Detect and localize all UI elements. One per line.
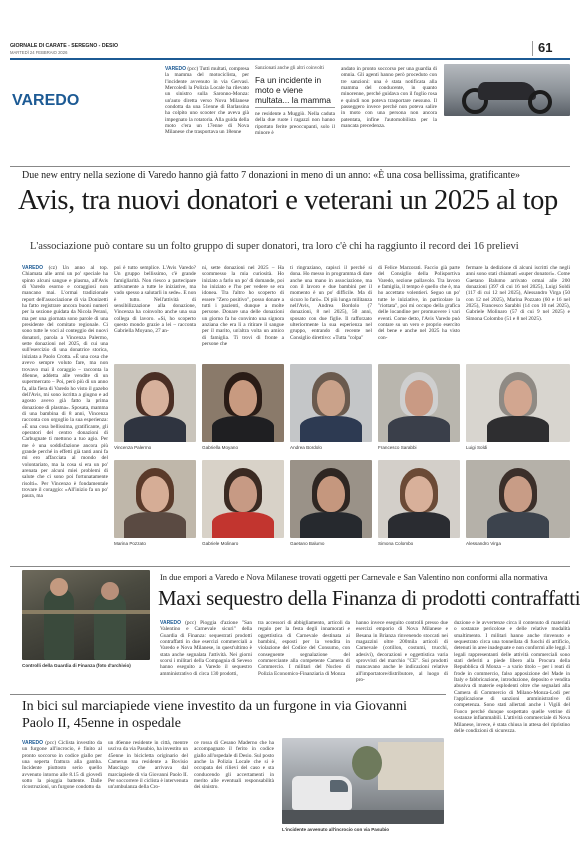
lead-col6: fermare la dedizione di alcuni iscritti che negli anni sono stati chiamati «super donatori». Come Gaetano Balumo arrivato ormai alle 200 donazioni (397 di cui 16 nel 2025), Luigi Soldi (117 di cui 12 nel 2025), Alessandro Virga (50 con 12 nel 2025), Marina Pozzato (60 e 16 nel 2025), Francesco Sarabbi (14 con 10 nel 2025), Gabriele Molinaro (57 di cui 9 nel 2025) e Simona Colombo (51 e 8 nel 2025).: [466, 265, 570, 322]
donor-body: [124, 512, 186, 538]
top-story-kicker: VAREDO: [165, 66, 187, 72]
donor-hair: [312, 372, 350, 416]
cyclist-col3: ce rossa di Cesano Maderno che ha accompagnato il ferito in codice giallo all'ospedale di Desio. Sul posto anche la Polizia Locale che si è occupata dei rilievi del caso e sta conducendo gli accertamenti in merito alle eventuali responsabilità dei sinistro.: [194, 740, 274, 791]
officer-head: [101, 582, 119, 600]
lead-subhead: Due new entry nella sezione di Varedo hanno già fatto 7 donazioni in meno di un anno: «È una cosa bellissima, gratificante»: [22, 170, 521, 181]
officer-figure: [94, 592, 126, 660]
page-number: 61: [538, 40, 553, 55]
donor-photo: [290, 364, 372, 442]
donor-hair: [400, 468, 438, 512]
lead-kicker: VAREDO: [22, 265, 44, 271]
donor-name: Gabriella Moyano: [202, 445, 239, 450]
top-story-quote-rule: [255, 107, 335, 108]
donor-photo: [290, 460, 372, 538]
cyclist-col2: un 46enne residente in città, mentre usciva da via Pasubio, ha investito un 45enne in bicicletta originario del Camerun ma residente a Bovisio Masciago che arrivava dal marciapiede di via Giovanni Paolo II. Per soccorrere il ciclista è intervenuta un'ambulanza della Cro-: [108, 740, 188, 791]
donor-face: [504, 476, 532, 512]
newspaper-name: GIORNALE DI CARATE - SEREGNO - DESIO: [10, 43, 118, 49]
donor-photo: [202, 364, 284, 442]
seizure-headline: Maxi sequestro della Finanza di prodotti contraffatti: [158, 586, 580, 610]
seizure-col4: duzione e le avvertenze circa il contenuto di materiali o sostanze pericolose e delle relative modalità smaltimento. I militari hanno anche rinvenuto e sequestrato circa una tonnellata di fuochi di artificio, detenuti in aree inadeguate e non conformi alle leggi. I legali rappresentanti delle attività commerciali sono stati deferiti a piede libero alla Procura della Repubblica di Monza – a vario titolo – per i reati di frode in commercio, falso apposizione del Made in Italy e fabbricazione, introduzione, deposito e vendita abusiva di materie esplodenti oltre che segnalati alla Camera di Commercio di Milano-Monza-Lodi per l'applicazione di sanzioni amministrative di competenza. Sono stati allertati anche i Vigili del Fuoco perché dunque sospettato quelle vetrine di sostanze infiammabili. L'attività commerciale di Nova Milanese, invece, è stata chiusa in attesa del ripristino delle condizioni di sicurezza.: [454, 620, 570, 734]
lead-col5: di Felice Marzorati. Faccio già parte del Consiglio della Polisportiva Varedo, sezione pallavolo. Tra lavoro e famiglia, il tempo è quello che è, ma ho accettato volentieri. Seguo un po' tutte le iniziative, in particolare la "riottata", poi mi occupo della grafica delle locandine per promuovere i vari eventi. Come detto, l'Avis Varedo può contare su un vero e proprio esercito del bene e anche nel 2025 ha visto con-: [378, 265, 460, 341]
donor-face: [229, 380, 257, 416]
seizure-col2: tra accessori di abbigliamento, articoli da regalo per la festa degli innamorati e oggettistica di Carnevale destinata ai bambini, esposti per la vendita in violazione del Codice del Consumo, con conseguente segnalazione del commerciante alla competente Camera di Commercio. I militari del Nucleo di Polizia Economico-Finanziaria di Monza: [258, 620, 350, 677]
seizure-photo-caption: Controlli della Guardia di Finanza (foto d'archivio): [22, 663, 131, 668]
donor-photo: [114, 364, 196, 442]
lead-text-1: Un anno al top. Chiamata alle armi un po' speciale ha spinto alcuni sangue e plasma, all'Avis di Varedo esorno e coraggiosi non mancano mai. L'ormai tradizionale report dell'associazione di via Donizetti ha fatto registrare ancora buoni numeri per la sezione guidata da Nicola Perani, ma per una giornata sono parole di una presidente del comitato regionale. Ci sono tutte le voci al conteggio dei nuovi donatori, parola a Vincenza Palermo, sette donazioni nel 2025, di cui una sull'esercizio di una donatrice storica, iniziata a Paolo Crotta. «È una cosa che avevo sempre voluto fare, ma non trovavo mai il coraggio – racconta la 46enne, addetta alle vendite di un supermercato – Poi, però più di un anno fa, alla fiera di Varedo ho visto il gazebo dell'Avis, mi sono iscritta a giugno e ad agosto avevo già fatto la prima donazione di plasma». Sposata, mamma di una bambina di 8 anni, Vincenza racconta con orgoglio la sua esperienza: «È una cosa bellissima, gratificante, gli operatori del centro donazioni di Carbugnate ti mettono a tuo agio. Per me è una soddisfazione ancora più grande perché in effetti già tanti anni fa mi ero affacciata al mondo del volontariato, ma la cosa si era un po' arenata per alcuni miei problemi di salute che ci sono poi fortunatamente risolti». Per Vincenzo è fondamentale trovare il coraggio: «All'inizio fa un po' paura, ma: [22, 265, 108, 500]
shelf: [22, 610, 150, 614]
donor-hair: [224, 468, 262, 512]
section-title: VAREDO: [12, 92, 80, 109]
seizure-text-1: Pioggia d'azione "San Valentino e Carnevale sicuri" della Guardia di Finanza: sequestrati prodotti contraffatti in due esercizi commerciali a Varedo e Nova Milanese, in quest'ultimo è stata anche segnalata l'attività. Nei giorni scorsi i militari della Compagnia di Seveso hanno eseguito a Varedo il sequestro amministrativo di circa 130 prodotti,: [160, 620, 252, 677]
masthead-rule: [10, 58, 570, 60]
lead-headline: Avis, tra nuovi donatori e veterani un 2025 al top: [18, 185, 558, 216]
accident-photo-caption: L'incidente avvenuto all'incrocio con via Pasubio: [282, 827, 390, 832]
donor-body: [300, 416, 362, 442]
donor-face: [141, 476, 169, 512]
donor-face: [229, 476, 257, 512]
seizure-col1: VAREDO (pcc) Pioggia d'azione "San Valentino e Carnevale sicuri" della Guardia di Finanza: sequestrati prodotti contraffatti in due esercizi commerciali a Varedo e Nova Milanese, in quest'ultimo è stata anche segnalata l'attività. Nei giorni scorsi i militari della Compagnia di Seveso hanno eseguito a Varedo il sequestro amministrativo di circa 130 prodotti,: [160, 620, 252, 677]
officer-head: [50, 578, 68, 596]
donor-body: [212, 512, 274, 538]
donor-body: [388, 416, 450, 442]
top-story-quote-box: [255, 66, 335, 162]
donor-face: [317, 380, 345, 416]
motorcycle-wheel-icon: [528, 90, 552, 114]
donor-face: [405, 380, 433, 416]
issue-date: MARTEDÌ 24 FEBBRAIO 2026: [10, 50, 68, 55]
officer-figure: [44, 588, 74, 660]
donor-hair: [136, 468, 174, 512]
lead-col2: poi è tutto semplice. L'Avis Varedo? Un gruppo bellissimo, c'è grande famigliarità. Non riesco a partecipare attivamente a tutte le iniziative, ma vado spesso a salutarli in sede». E non è tutto. Nell'attività di sensibilizzazione alla donazione, Vincenza ha coinvolto anche una sua collega di lavoro. «Si, ho scoperto questo mondo grazie a lei – racconta Gabriella Moyano, 27 an-: [114, 265, 196, 335]
lead-deck: L'associazione può contare su un folto gruppo di super donatori, tra loro c'è chi ha raggiunto il record dei 16 prelievi: [30, 241, 519, 252]
donor-face: [317, 476, 345, 512]
road: [282, 810, 444, 824]
donor-body: [487, 512, 549, 538]
seizure-rule: [10, 566, 570, 567]
donor-photo: [114, 460, 196, 538]
van-window: [330, 780, 348, 792]
donor-face: [405, 476, 433, 512]
donor-name: Francesco Sarabbi: [378, 445, 417, 450]
donor-name: Marina Pozzato: [114, 541, 146, 546]
donor-photo: [202, 460, 284, 538]
top-story-quote: Fa un incidente in moto e viene multata... la mamma: [255, 75, 331, 105]
donor-name: Simona Colombo: [378, 541, 414, 546]
cyclist-col1: VAREDO (pcc) Ciclista investito da un furgone all'incrocio, è finito al pronto soccorso in codice giallo per una seperta frattura alla gamba. Incidente piuttosto serio quello avvenuto intorno alle 8.15 di giovedì sotto la pioggia battente. Dalle ricostruzioni, un furgone condotto da: [22, 740, 102, 791]
top-story-col1: VAREDO (pcc) Tutti multati, compresa la mamma del motociclista, per l'incidente avvenuto in via Gervasi. Mercoledì la Polizia Locale ha rilevato un sinistro sulla Saronno-Monza: un'auto diretta verso Nova Milanese condotta da una 51enne di Barlassina ha colpito uno scooter che aveva già impegnato la rotatoria. Alla guida della moto c'era un 17enne di Nova Milanese che trasportava un 18enne: [165, 66, 249, 136]
donor-photo: [378, 364, 460, 442]
lead-col3: ni, sette donazioni nel 2025 – Ha scommesso la mia curiosità. Ho iniziato a farlo un po' di domande, poi ho iniziato e l'ho per vedere se era idonea. Tra l'altro ho scoperto di essere "Zero positivo", posso donare a tutti i pazienti, dunque a molte persone. Donare una delle donazioni un giorno fa ho convinto una signora anziana che era lì a ritirare il sangue per il marito, un'altra volta un amico di famiglia. Ti trovi di fronte a persone che: [202, 265, 284, 348]
top-story-tagline: Sanzionati anche gli altri coinvolti: [255, 66, 324, 71]
top-story-col3: andato in pronto soccorso per una guardia di omnia. Gli agenti hanno però proceduto con tre sanzioni: una è stata notificata alla mamma del conducente, in quanto minorenne, perché guidava con il foglio rosa e quindi non poteva trasportare nessuno. Il passeggero invece perché non poteva salire in moto con una persona non ancora patentata, infine l'automobilista per la mancata precedenza.: [341, 66, 437, 130]
seizure-col3: hanno invece eseguito controlli presso due esercizi emporio di Nova Milanese e Besana in Brianza rinvenendo stoccati nei magazzini oltre 200mila articoli di Carnevale (cotillon, costumi, trucchi, adesivi), decorazioni e oggettistica varia sprovvisti del marchio "CE". Sui prodotti mancavano anche le indicazioni relative all'importatore/distributore, al luogo di pro-: [356, 620, 448, 684]
donor-hair: [400, 372, 438, 416]
donor-name: Vincenza Palermo: [114, 445, 152, 450]
page-divider: [532, 41, 533, 56]
donor-hair: [499, 468, 537, 512]
donor-hair: [312, 468, 350, 512]
building: [378, 742, 444, 790]
seizure-subhead: In due empori a Varedo e Nova Milanese trovati oggetti per Carnevale e San Valentino non conformi alla normativa: [160, 573, 548, 582]
donor-name: Alessandro Virga: [466, 541, 501, 546]
cyclist-text-1: Ciclista investito da un furgone all'incrocio, è finito al pronto soccorso in codice giallo per una seperta frattura alla gamba. Incidente piuttosto serio quello avvenuto intorno alle 8.15 di giovedì sotto la pioggia battente. Dalle ricostruzioni, un furgone condotto da: [22, 740, 102, 791]
donor-photo: [466, 460, 570, 538]
donor-hair: [499, 372, 537, 416]
donor-name: Gaetano Balumo: [290, 541, 325, 546]
lead-col1: VAREDO (cz) Un anno al top. Chiamata alle armi un po' speciale ha spinto alcuni sangue e plasma, all'Avis di Varedo esorno e coraggiosi non mancano mai. L'ormai tradizionale report dell'associazione di via Donizetti ha fatto registrare ancora buoni numeri per la sezione guidata da Nicola Perani, ma per una giornata sono parole di una presidente del comitato regionale. Ci sono tutte le voci al conteggio dei nuovi donatori, parola a Vincenza Palermo, sette donazioni nel 2025, di cui una sull'esercizio di una donatrice storica, iniziata a Paolo Crotta. «È una cosa che avevo sempre voluto fare, ma non trovavo mai il coraggio – racconta la 46enne, addetta alle vendite di un supermercato – Poi, però più di un anno fa, alla fiera di Varedo ho visto il gazebo dell'Avis, mi sono iscritta a giugno e ad agosto avevo già fatto la prima donazione di plasma». Sposata, mamma di una bambina di 8 anni, Vincenza racconta con orgoglio la sua esperienza: «È una cosa bellissima, gratificante, gli operatori del centro donazioni di Carbugnate ti mettono a tuo agio. Per me è una soddisfazione ancora più grande perché in effetti già tanti anni fa mi ero affacciata al mondo del volontariato, ma la cosa si era un po' arenata per alcuni miei problemi di salute che ci sono poi fortunatamente risolti». Per Vincenzo è fondamentale trovare il coraggio: «All'inizio fa un po' paura, ma: [22, 265, 108, 500]
donor-face: [504, 380, 532, 416]
donor-name: Luigi Soldi: [466, 445, 488, 450]
tree: [352, 746, 382, 780]
donor-body: [300, 512, 362, 538]
donor-photo: [378, 460, 460, 538]
masthead: [10, 38, 570, 58]
lead-col4: ti ringraziano, capisci il perché si dona. Ho messo in programma di dare anche una mano in associazione, ma con il lavoro e due bambini per il momento è un po' difficile. Ma di sicuro lo farò». Di più lunga militanza nell'Avis, Andrea Bordolo (7 donazioni, 8 nel 2025), 50 anni, sposato con due figlie. Il rafforzato ulteriormente la sua esperienza nel gruppo, entrando di recente nel Consiglio direttivo: «Tutta "colpa": [290, 265, 372, 341]
cyclist-headline: In bici sul marciapiede viene investito da un furgone in via Giovanni Paolo II, 45enne in ospedale: [22, 699, 408, 731]
finance-police-photo: [22, 570, 150, 660]
motorcycle-photo: [444, 64, 570, 116]
top-story-rule: [10, 166, 570, 167]
accident-photo: [282, 738, 444, 824]
donor-body: [388, 512, 450, 538]
donor-body: [212, 416, 274, 442]
donor-body: [124, 416, 186, 442]
donor-photo: [466, 364, 570, 442]
donor-hair: [136, 372, 174, 416]
donor-face: [141, 380, 169, 416]
donor-name: Gabriele Molinaro: [202, 541, 239, 546]
cyclist-kicker: VAREDO: [22, 740, 44, 746]
top-story-col2: ne residente a Muggiò. Nella caduta della due ruote i ragazzi non hanno riportato ferite preoccupanti, solo il minore è: [255, 111, 335, 137]
motorcycle-body: [478, 82, 536, 100]
donor-hair: [224, 372, 262, 416]
donor-body: [487, 416, 549, 442]
seizure-kicker: VAREDO: [160, 620, 182, 626]
cyclist-rule: [10, 694, 446, 695]
top-story-text: Tutti multati, compresa la mamma del motociclista, per l'incidente avvenuto in via Gervasi. Mercoledì la Polizia Locale ha rilevato un sinistro sulla Saronno-Monza: un'auto diretta verso Nova Milanese condotta da una 51enne di Barlassina ha colpito uno scooter che aveva già impegnato la rotatoria. Alla guida della moto c'era un 17enne di Nova Milanese che trasportava un 18enne: [165, 66, 249, 136]
donor-name: Andrea Bordolo: [290, 445, 322, 450]
